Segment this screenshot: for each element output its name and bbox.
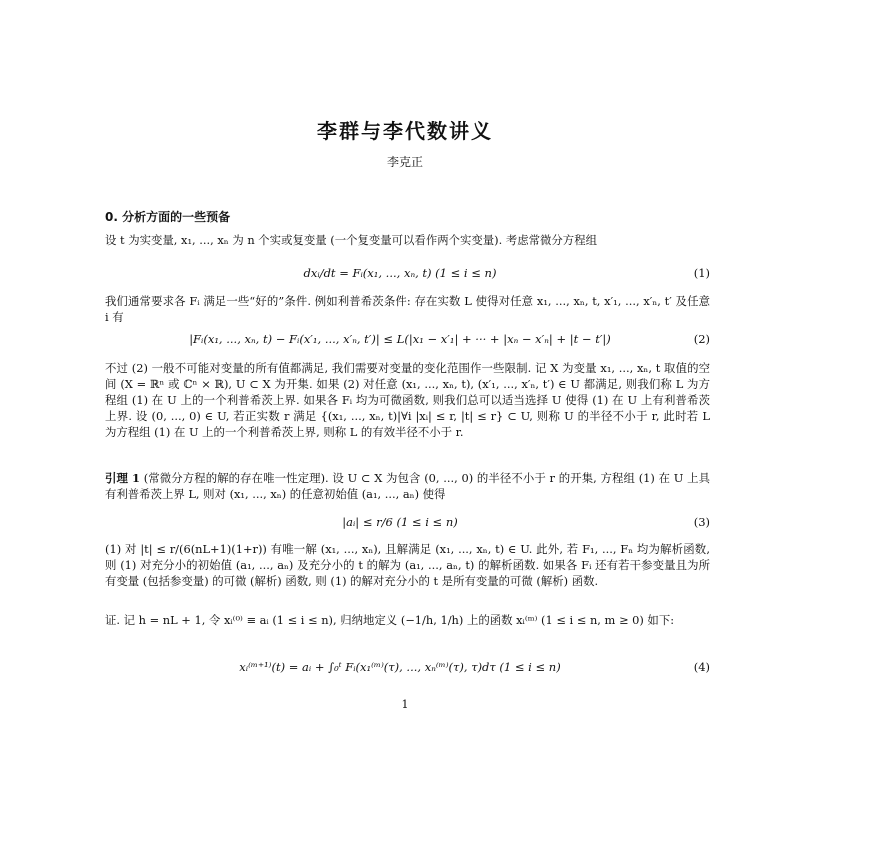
- equation-1-number: (1): [693, 266, 710, 280]
- equation-3-number: (3): [693, 515, 710, 529]
- section-heading: 0. 分析方面的一些预备: [105, 210, 231, 224]
- equation-4-number: (4): [693, 660, 710, 674]
- equation-1: [105, 266, 710, 284]
- lemma-1: [105, 470, 710, 502]
- document-title: 李群与李代数讲义: [317, 119, 493, 143]
- equation-1-body: dxᵢ/dt = Fᵢ(x₁, ..., xₙ, t) (1 ≤ i ≤ n): [303, 266, 497, 280]
- paragraph-proof: 证. 记 h = nL + 1, 令 xᵢ⁽⁰⁾ ≡ aᵢ (1 ≤ i ≤ n), 归纳地定义 (−1/h, 1/h) 上的函数 xᵢ⁽ᵐ⁾ (1 ≤ i ≤ n, m ≥ 0) 如下:: [105, 613, 675, 627]
- equation-2-number: (2): [693, 332, 710, 346]
- paragraph-intro: 设 t 为实变量, x₁, ..., xₙ 为 n 个实或复变量 (一个复变量可以看作两个实变量). 考虑常微分方程组: [105, 233, 597, 247]
- equation-2-body: |Fᵢ(x₁, ..., xₙ, t) − Fᵢ(x′₁, ..., x′ₙ, t′)| ≤ L(|x₁ − x′₁| + ··· + |xₙ − x′ₙ| + |t − t′|): [189, 332, 611, 346]
- lemma-label: 引理 1: [105, 471, 140, 485]
- paragraph-domain: 不过 (2) 一般不可能对变量的所有值都满足, 我们需要对变量的变化范围作一些限制. 记 X 为变量 x₁, ..., xₙ, t 取值的空间 (X = ℝⁿ 或 ℂⁿ × ℝ), U ⊂ X 为开集. 如果 (2) 对任意 (x₁, ..., xₙ, t), (x′₁, ..., x′ₙ, t′) ∈ U 都满足, 则我们称 L 为方程组 (1) 在 U 上的一个利普希茨上界. 如果各 Fᵢ 均为可微函数, 则我们总可以适当选择 U 使得 (1) 在 U 上有利普希茨上界. 设 (0, ..., 0) ∈ U, 若正实数 r 满足 {(x₁, ..., xₙ, t)|∀i |xᵢ| ≤ r, |t| ≤ r} ⊂ U, 则称 U 的半径不小于 r, 此时若 L 为方程组 (1) 在 U 上的一个利普希茨上界, 则称 L 的有效半径不小于 r.: [105, 361, 710, 439]
- page-number: 1: [401, 698, 409, 711]
- equation-2: [105, 332, 710, 350]
- paragraph-lipschitz: 我们通常要求各 Fᵢ 满足一些“好的”条件. 例如利普希茨条件: 存在实数 L 使得对任意 x₁, ..., xₙ, t, x′₁, ..., x′ₙ, t′ 及任意 i 有: [105, 294, 710, 324]
- paragraph-solution: (1) 对 |t| ≤ r/(6(nL+1)(1+r)) 有唯一解 (x₁, ..., xₙ), 且解满足 (x₁, ..., xₙ, t) ∈ U. 此外, 若 F₁, ..., Fₙ 均为解析函数, 则 (1) 对充分小的初始值 (a₁, ..., aₙ) 及充分小的 t 的解为 (a₁, ..., aₙ, t) 的解析函数. 如果各 Fᵢ 还有若干参变量且为所有变量 (包括参变量) 的可微 (解析) 函数, 则 (1) 的解对充分小的 t 是所有变量的可微 (解析) 函数.: [105, 542, 710, 588]
- lemma-statement: (常微分方程的解的存在唯一性定理). 设 U ⊂ X 为包含 (0, ..., 0) 的半径不小于 r 的开集, 方程组 (1) 在 U 上具有利普希茨上界 L, 则对 (x₁, ..., xₙ) 的任意初始值 (a₁, ..., aₙ) 使得: [105, 471, 710, 501]
- document-author: 李克正: [386, 155, 423, 169]
- equation-3-body: |aᵢ| ≤ r/6 (1 ≤ i ≤ n): [342, 515, 458, 529]
- equation-4-body: xᵢ⁽ᵐ⁺¹⁾(t) = aᵢ + ∫₀ᵗ Fᵢ(x₁⁽ᵐ⁾(τ), ..., xₙ⁽ᵐ⁾(τ), τ)dτ (1 ≤ i ≤ n): [239, 660, 561, 674]
- equation-3: [105, 515, 710, 533]
- equation-4: [105, 660, 710, 678]
